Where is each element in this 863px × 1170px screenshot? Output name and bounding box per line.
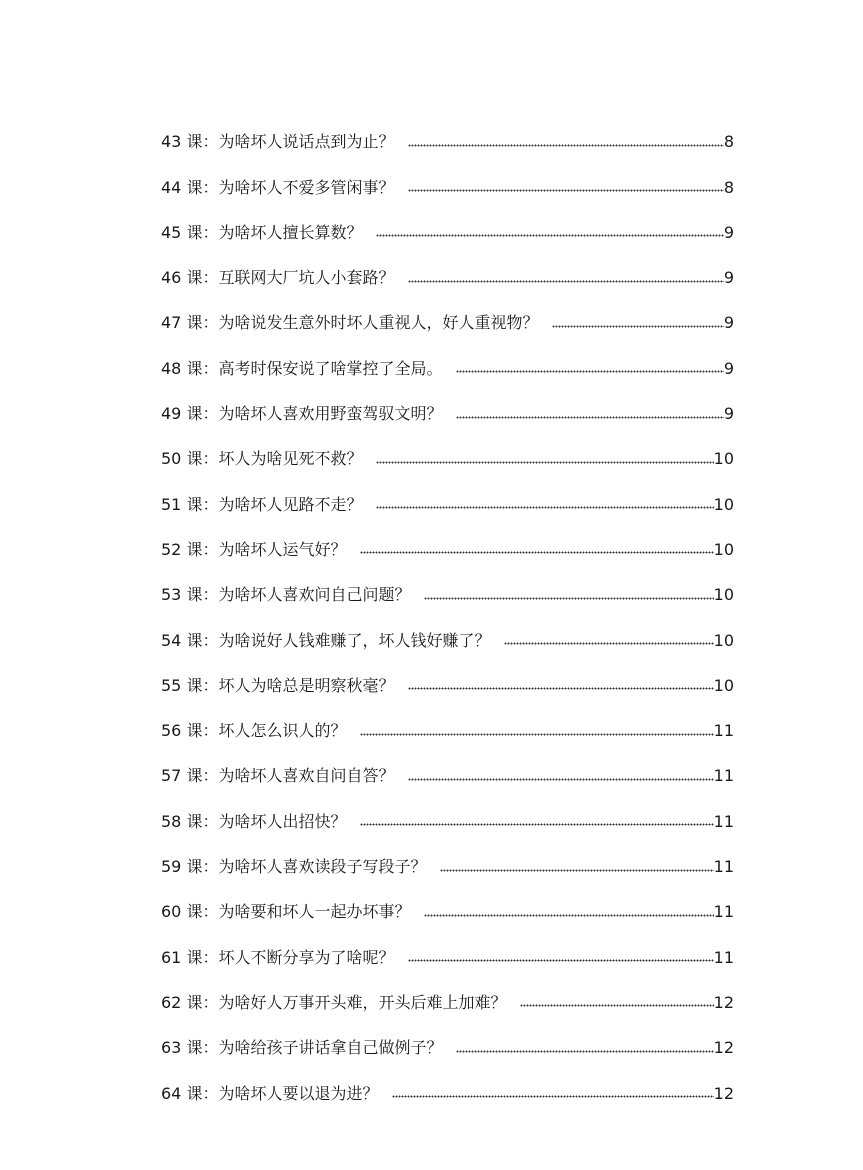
lesson-number: 62 课： bbox=[161, 992, 219, 1012]
lesson-title: 为啥坏人喜欢自问自答？ bbox=[218, 766, 395, 786]
dot-leader bbox=[408, 279, 723, 283]
dot-leader bbox=[360, 551, 713, 555]
page-number: 8 bbox=[723, 132, 734, 152]
page-number: 11 bbox=[713, 766, 734, 786]
lesson-title: 为啥坏人说话点到为止？ bbox=[218, 132, 395, 152]
lesson-number: 50 课： bbox=[161, 449, 219, 469]
dot-leader bbox=[408, 777, 713, 781]
dot-leader bbox=[440, 868, 713, 872]
dot-leader bbox=[408, 959, 713, 963]
lesson-number: 58 课： bbox=[161, 811, 219, 831]
page-number: 11 bbox=[713, 721, 734, 741]
dot-leader bbox=[520, 1004, 713, 1008]
dot-leader bbox=[424, 596, 713, 600]
lesson-title: 坏人怎么识人的？ bbox=[218, 721, 347, 741]
page-number: 9 bbox=[723, 268, 734, 288]
lesson-number: 49 课： bbox=[161, 404, 219, 424]
lesson-title: 为啥坏人喜欢问自己问题？ bbox=[218, 585, 411, 605]
lesson-number: 54 课： bbox=[161, 630, 219, 650]
dot-leader bbox=[392, 1095, 713, 1099]
toc-entry[interactable] bbox=[161, 842, 734, 887]
dot-leader bbox=[408, 143, 723, 147]
toc-entry[interactable] bbox=[161, 796, 734, 841]
lesson-number: 45 课： bbox=[161, 222, 219, 242]
page-number: 9 bbox=[723, 358, 734, 378]
lesson-number: 46 课： bbox=[161, 268, 219, 288]
page-number: 11 bbox=[713, 902, 734, 922]
lesson-number: 56 课： bbox=[161, 721, 219, 741]
page-number: 9 bbox=[723, 313, 734, 333]
toc-entry[interactable] bbox=[161, 932, 734, 977]
lesson-number: 55 课： bbox=[161, 675, 219, 695]
lesson-number: 51 课： bbox=[161, 494, 219, 514]
toc-entry[interactable] bbox=[161, 525, 734, 570]
lesson-number: 61 课： bbox=[161, 947, 219, 967]
dot-leader bbox=[376, 234, 723, 238]
lesson-title: 为啥说好人钱难赚了，坏人钱好赚了？ bbox=[218, 630, 491, 650]
toc-entry[interactable] bbox=[161, 117, 734, 162]
dot-leader bbox=[456, 415, 723, 419]
toc-entry[interactable] bbox=[161, 661, 734, 706]
page-number: 10 bbox=[713, 449, 734, 469]
lesson-title: 为啥要和坏人一起办坏事？ bbox=[218, 902, 411, 922]
page-number: 9 bbox=[723, 404, 734, 424]
page-number: 10 bbox=[713, 539, 734, 559]
toc-entry[interactable] bbox=[161, 298, 734, 343]
lesson-title: 为啥坏人运气好？ bbox=[218, 539, 347, 559]
dot-leader bbox=[504, 642, 713, 646]
lesson-number: 44 课： bbox=[161, 177, 219, 197]
toc-entry[interactable] bbox=[161, 615, 734, 660]
lesson-number: 63 课： bbox=[161, 1038, 219, 1058]
lesson-title: 为啥说发生意外时坏人重视人，好人重视物？ bbox=[218, 313, 539, 333]
dot-leader bbox=[360, 732, 713, 736]
toc-entry[interactable] bbox=[161, 253, 734, 298]
dot-leader bbox=[360, 823, 713, 827]
dot-leader bbox=[408, 189, 723, 193]
page-number: 9 bbox=[723, 222, 734, 242]
lesson-number: 53 课： bbox=[161, 585, 219, 605]
page-number: 11 bbox=[713, 857, 734, 877]
toc-entry[interactable] bbox=[161, 434, 734, 479]
toc-entry[interactable] bbox=[161, 1023, 734, 1068]
page-number: 11 bbox=[713, 811, 734, 831]
lesson-title: 为啥坏人喜欢用野蛮驾驭文明？ bbox=[218, 404, 443, 424]
dot-leader bbox=[552, 324, 723, 328]
lesson-title: 互联网大厂坑人小套路？ bbox=[218, 268, 395, 288]
toc-entry[interactable] bbox=[161, 343, 734, 388]
toc-entry[interactable] bbox=[161, 208, 734, 253]
toc-entry[interactable] bbox=[161, 978, 734, 1023]
page-number: 10 bbox=[713, 494, 734, 514]
lesson-title: 坏人不断分享为了啥呢？ bbox=[218, 947, 395, 967]
dot-leader bbox=[424, 913, 713, 917]
dot-leader bbox=[456, 1049, 713, 1053]
lesson-number: 47 课： bbox=[161, 313, 219, 333]
toc-entry[interactable] bbox=[161, 887, 734, 932]
page-number: 10 bbox=[713, 675, 734, 695]
lesson-number: 64 课： bbox=[161, 1083, 219, 1103]
dot-leader bbox=[376, 506, 713, 510]
page-number: 11 bbox=[713, 947, 734, 967]
lesson-title: 坏人为啥总是明察秋毫？ bbox=[218, 675, 395, 695]
dot-leader bbox=[456, 370, 723, 374]
toc-entry[interactable] bbox=[161, 751, 734, 796]
lesson-number: 52 课： bbox=[161, 539, 219, 559]
lesson-number: 43 课： bbox=[161, 132, 219, 152]
lesson-number: 57 课： bbox=[161, 766, 219, 786]
lesson-title: 为啥坏人喜欢读段子写段子？ bbox=[218, 857, 427, 877]
lesson-title: 为啥坏人出招快？ bbox=[218, 811, 347, 831]
toc-entry[interactable] bbox=[161, 479, 734, 524]
lesson-number: 48 课： bbox=[161, 358, 219, 378]
page-number: 10 bbox=[713, 585, 734, 605]
toc-entry[interactable] bbox=[161, 389, 734, 434]
page-number: 12 bbox=[713, 1083, 734, 1103]
lesson-title: 为啥给孩子讲话拿自己做例子？ bbox=[218, 1038, 443, 1058]
dot-leader bbox=[408, 687, 713, 691]
lesson-title: 坏人为啥见死不救？ bbox=[218, 449, 363, 469]
dot-leader bbox=[376, 460, 713, 464]
page-number: 12 bbox=[713, 992, 734, 1012]
table-of-contents bbox=[161, 117, 734, 1114]
page-number: 8 bbox=[723, 177, 734, 197]
toc-entry[interactable] bbox=[161, 570, 734, 615]
lesson-title: 为啥好人万事开头难，开头后难上加难？ bbox=[218, 992, 507, 1012]
lesson-title: 为啥坏人不爱多管闲事？ bbox=[218, 177, 395, 197]
toc-entry[interactable] bbox=[161, 1068, 734, 1113]
lesson-number: 60 课： bbox=[161, 902, 219, 922]
lesson-title: 为啥坏人要以退为进？ bbox=[218, 1083, 379, 1103]
toc-entry[interactable] bbox=[161, 706, 734, 751]
toc-entry[interactable] bbox=[161, 162, 734, 207]
page-number: 10 bbox=[713, 630, 734, 650]
lesson-number: 59 课： bbox=[161, 857, 219, 877]
lesson-title: 为啥坏人擅长算数？ bbox=[218, 222, 363, 242]
lesson-title: 高考时保安说了啥掌控了全局。 bbox=[218, 358, 443, 378]
page-number: 12 bbox=[713, 1038, 734, 1058]
lesson-title: 为啥坏人见路不走？ bbox=[218, 494, 363, 514]
